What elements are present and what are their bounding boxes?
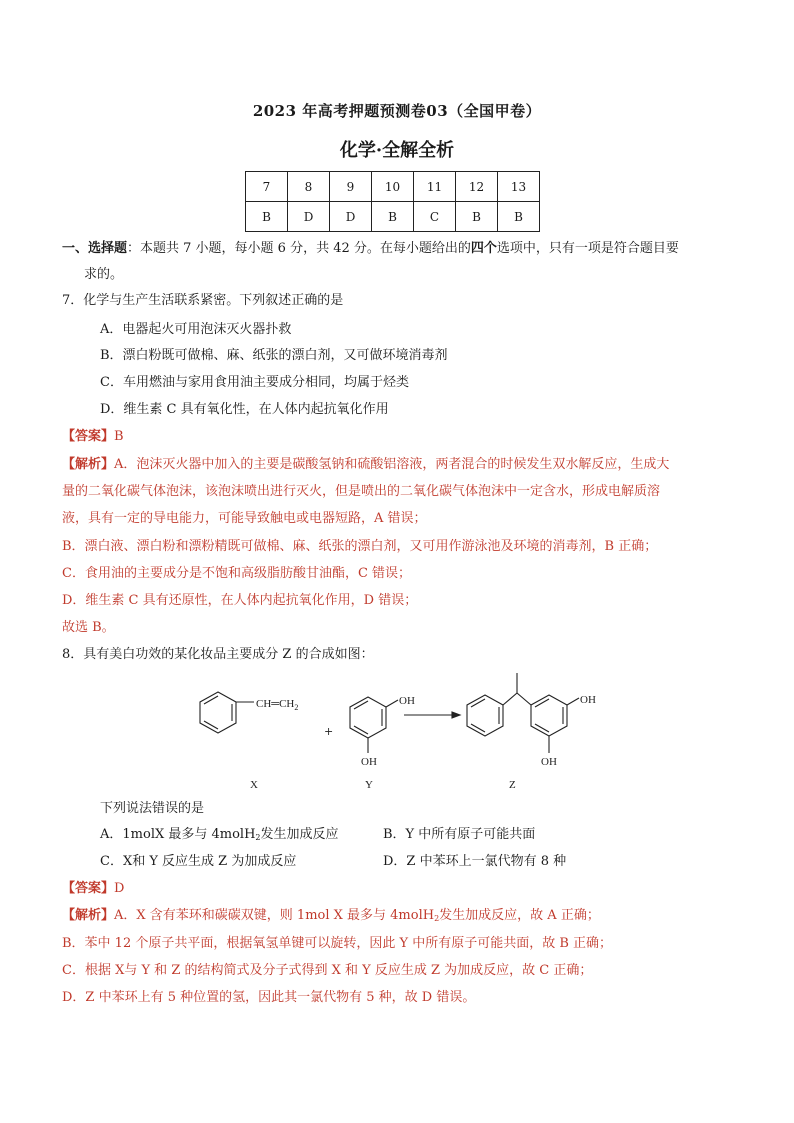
section-heading-continued: 求的。 [84,267,124,282]
q7-analysis-line-1 [62,456,669,474]
molecule-z [467,673,579,753]
benzene-ring-z-right [531,695,567,736]
ring-bond [471,699,485,707]
section-heading [62,240,679,258]
q8-answer [62,880,124,898]
molecule-y [350,697,398,753]
table-cell-number: 10 [372,172,414,202]
z-oh-bottom: OH [541,756,557,768]
q8-analysis-line-3: C．根据 X与 Y 和 Z 的结构简式及分子式得到 X 和 Y 反应生成 Z 为加成反应，故 C 正确； [62,963,593,978]
paper-subtitle: 化学·全解全析 [339,140,455,161]
subscript: 2 [434,914,440,923]
q8-analysis-line-2: B．苯中 12 个原子共平面，根据氧氢单键可以旋转，因此 Y 中所有原子可能共面，故 B 正确； [62,936,613,951]
label-z: Z [509,779,516,791]
ring-bond [354,726,368,734]
answer-table-answer-row [246,202,540,232]
section-heading-bold: 一、选择题 [62,241,128,256]
y-oh-top: OH [399,695,415,707]
q8-option-a [100,826,339,847]
analysis-text: A．X 含有苯环和碳碳双键，则 1mol X 最多与 4molH [114,908,435,923]
table-cell-number: 11 [414,172,456,202]
q7-option-b: B．漂白粉既可做棉、麻、纸张的漂白剂，又可做环境消毒剂 [100,348,448,363]
subscript: 2 [255,833,261,842]
q8-stem: 8．具有美白功效的某化妆品主要成分 Z 的合成如图： [62,647,374,662]
table-cell-answer: B [498,202,540,232]
section-heading-text-b: 选项中，只有一项是符合题目要 [496,241,679,256]
q8-option-b: B．Y 中所有原子可能共面 [383,827,536,842]
z-oh-top: OH [580,694,596,706]
benzene-ring-x [200,692,236,733]
q7-option-c: C．车用燃油与家用食用油主要成分相同，均属于烃类 [100,375,409,390]
oh-bond [567,698,579,705]
answer-table-number-row [246,172,540,202]
table-cell-number: 9 [330,172,372,202]
q8-option-d: D．Z 中苯环上一氯代物有 8 种 [383,854,567,869]
q7-analysis-line-6: D．维生素 C 具有还原性，在人体内起抗氧化作用，D 错误； [62,593,418,608]
ring-bond [354,701,368,709]
paper-title: 2023 年高考押题预测卷03（全国甲卷） [252,102,542,120]
option-a-text: A．1molX 最多与 4molH [100,827,256,842]
ring-bond [204,721,218,729]
ring-bond [204,696,218,704]
q7-option-d: D．维生素 C 具有氧化性，在人体内起抗氧化作用 [100,402,389,417]
reaction-arrow [404,712,460,718]
answer-label: 【答案】 [62,429,115,444]
table-cell-answer: B [372,202,414,232]
analysis-text-end: 发生加成反应，故 A 正确； [439,908,600,923]
analysis-label: 【解析】 [62,908,115,923]
q7-analysis-line-3: 液，具有一定的导电能力，可能导致触电或电器短路，A 错误； [62,511,427,526]
q8-analysis-line-4: D．Z 中苯环上有 5 种位置的氢，因此其一氯代物有 5 种，故 D 错误。 [62,990,476,1005]
ch-bond [503,693,517,705]
q7-option-a: A．电器起火可用泡沫灭火器扑救 [100,322,292,337]
table-cell-number: 7 [246,172,288,202]
section-heading-text-a: ：本题共 7 小题，每小题 6 分，共 42 分。在每小题给出的 [127,241,471,256]
analysis-label: 【解析】 [62,457,115,472]
oh-bond [386,700,398,707]
y-oh-bottom: OH [361,756,377,768]
q7-analysis-line-2: 量的二氧化碳气体泡沫，该泡沫喷出进行灭火，但是喷出的二氧化碳气体泡沫中一定含水，形成电解质溶 [62,484,661,499]
table-cell-number: 12 [456,172,498,202]
label-x: X [250,779,258,791]
table-cell-number: 13 [498,172,540,202]
ring-bond [535,724,549,732]
x-substituent: $CH═CH_2$ [256,698,299,712]
molecule-x [200,692,254,733]
option-a-text-end: 发生加成反应 [260,827,339,842]
benzene-ring-y [350,697,386,738]
table-cell-answer: D [288,202,330,232]
q7-analysis-line-4: B．漂白液、漂白粉和漂粉精既可做棉、麻、纸张的漂白剂，又可用作游泳池及环境的消毒剂，B 正确； [62,539,658,554]
ring-bond [535,699,549,707]
plus-sign: + [324,725,334,738]
table-cell-answer: C [414,202,456,232]
q7-answer [62,428,124,446]
section-heading-bold-2: 四个 [470,241,497,256]
answer-value: B [114,429,124,444]
answer-table [245,171,540,232]
q8-option-c: C．X和 Y 反应生成 Z 为加成反应 [100,854,297,869]
table-cell-answer: D [330,202,372,232]
table-cell-answer: B [246,202,288,232]
q7-analysis-line-5: C．食用油的主要成分是不饱和高级脂肪酸甘油酯，C 错误； [62,566,412,581]
benzene-ring-z-left [467,695,503,736]
answer-label: 【答案】 [62,881,115,896]
analysis-text: A．泡沫灭火器中加入的主要是碳酸氢钠和硫酸铝溶液，两者混合的时候发生双水解反应，生成大 [114,457,670,472]
reaction-scheme [180,665,620,793]
table-cell-number: 8 [288,172,330,202]
answer-value: D [114,881,125,896]
label-y: Y [365,779,373,791]
ring-bond [471,724,485,732]
q7-stem: 7．化学与生产生活联系紧密。下列叙述正确的是 [62,293,344,308]
ch-bond [517,693,531,705]
table-cell-answer: B [456,202,498,232]
q8-analysis-line-1 [62,907,600,928]
q7-analysis-line-7: 故选 B。 [62,620,115,635]
q8-prompt: 下列说法错误的是 [100,801,205,816]
